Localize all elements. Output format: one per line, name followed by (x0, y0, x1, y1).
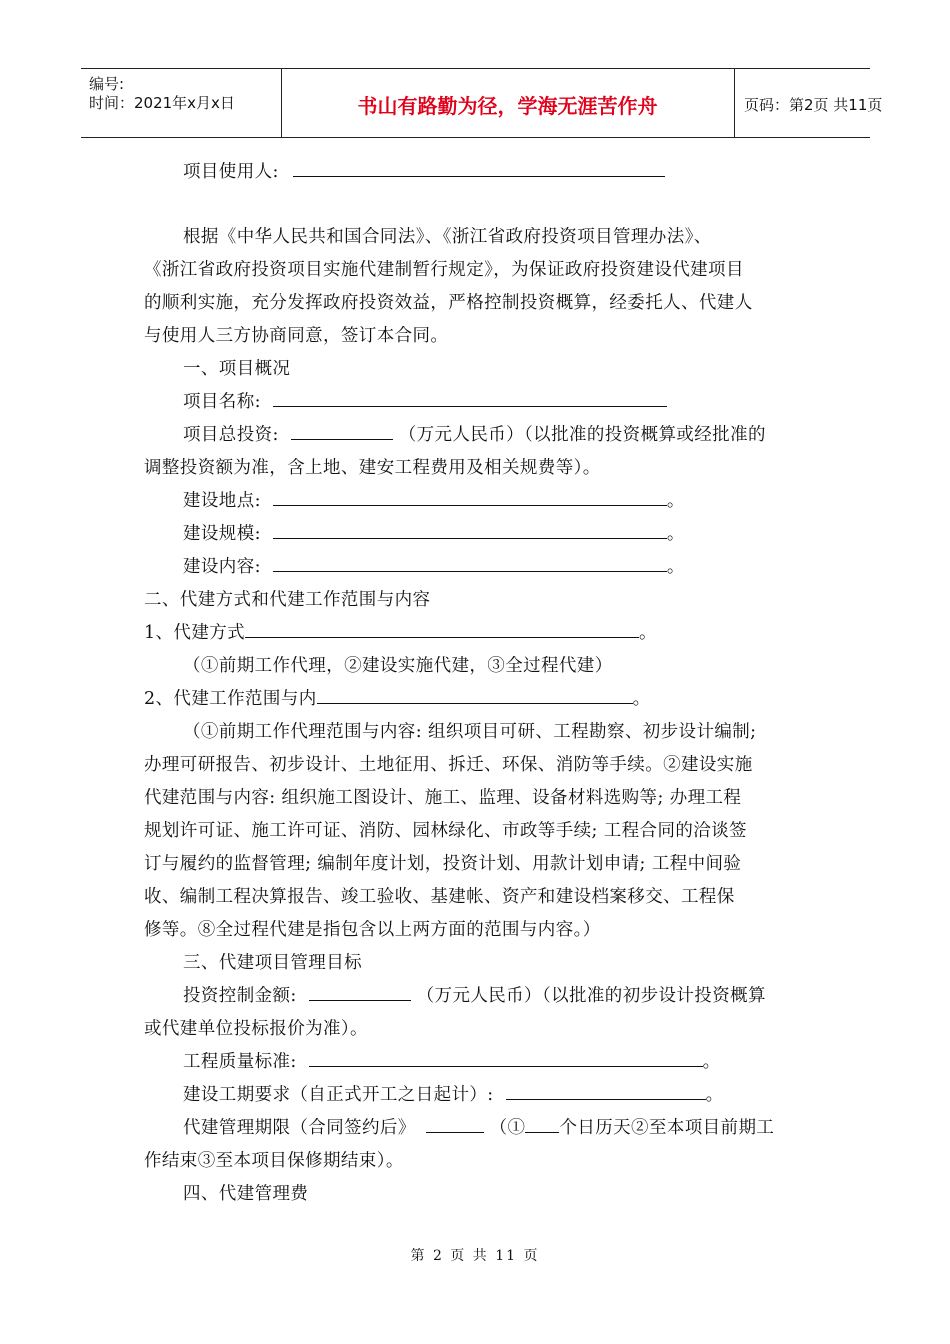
blank-line (291, 423, 393, 440)
line-investment-control (183, 984, 766, 1008)
period-mark: 。 (666, 491, 685, 511)
field-label: 项目总投资: (183, 425, 279, 445)
paragraph-line: 作结束③至本项目保修期结束）。 (144, 1151, 404, 1171)
paragraph-line: 代建范围与内容: 组织施工图设计、施工、监理、设备材料选购等; 办理工程 (144, 788, 742, 808)
header-motto: 书山有路勤为径，学海无涯苦作舟 (357, 94, 658, 118)
field-note: （万元人民币）（以批准的投资概算或经批准的 (398, 425, 766, 445)
blank-line (317, 687, 633, 704)
field-label: 建设内容: (183, 557, 261, 577)
line-project-name (183, 390, 667, 414)
line-agency-scope (144, 687, 651, 711)
field-note: 个日历天②至本项目前期工 (559, 1118, 775, 1138)
paragraph-line: 订与履约的监督管理; 编制年度计划，投资计划、用款计划申请; 工程中间验 (144, 854, 742, 874)
blank-line (426, 1116, 484, 1133)
field-label: 代建管理期限（合同签约后》 (183, 1118, 416, 1138)
section-heading: 二、代建方式和代建工作范围与内容 (144, 590, 431, 610)
field-label: 投资控制金额: (183, 986, 297, 1006)
document-time-label: 时间：2021年x月x日 (89, 94, 235, 112)
header-page-cell (734, 69, 883, 137)
period-mark: 。 (666, 524, 685, 544)
section-heading: 四、代建管理费 (183, 1184, 309, 1204)
project-user-label: 项目使用人: (183, 162, 279, 182)
period-mark: 。 (666, 557, 685, 577)
line-management-period (183, 1116, 774, 1140)
blank-line (273, 555, 667, 572)
blank-line (525, 1116, 559, 1133)
blank-line (293, 160, 665, 177)
paragraph-line: （①前期工作代理范围与内容: 组织项目可研、工程勘察、初步设计编制; (183, 722, 757, 742)
paragraph-line: 根据《中华人民共和国合同法》、《浙江省政府投资项目管理办法》、 (183, 227, 712, 247)
period-mark: 。 (639, 623, 657, 643)
field-label: 项目名称: (183, 392, 261, 412)
period-mark: 。 (632, 689, 651, 709)
paragraph-line: 调整投资额为准，含上地、建安工程费用及相关规费等）。 (144, 458, 601, 478)
field-label: 建设工期要求（自正式开工之日起计）: (183, 1085, 494, 1105)
field-label: 建设地点: (183, 491, 261, 511)
line-project-user (183, 160, 665, 184)
paragraph-line: （①前期工作代理，②建设实施代建，③全过程代建） (183, 656, 613, 676)
blank-line (273, 489, 667, 506)
paragraph-line: 的顺利实施，充分发挥政府投资效益，严格控制投资概算，经委托人、代建人 (144, 293, 753, 313)
section-heading: 一、项目概况 (183, 359, 291, 379)
header-motto-cell (281, 69, 735, 137)
field-label: 建设规模: (183, 524, 261, 544)
section-heading: 三、代建项目管理目标 (183, 953, 362, 973)
line-construction-scale (183, 522, 685, 546)
paragraph-line: 与使用人三方协商同意，签订本合同。 (144, 326, 449, 346)
page-footer: 第 2 页 共 11 页 (410, 1248, 540, 1264)
field-label: 工程质量标准: (183, 1052, 297, 1072)
paragraph-line: 规划许可证、施工许可证、消防、园林绿化、市政等手续; 工程合同的洽谈签 (144, 821, 747, 841)
line-quality-standard (183, 1050, 721, 1074)
paragraph-line: 或代建单位投标报价为准）。 (144, 1019, 368, 1039)
paragraph-line: 修等。⑧全过程代建是指包含以上两方面的范围与内容。） (144, 920, 601, 940)
line-construction-site (183, 489, 685, 513)
document-header (81, 68, 883, 138)
header-meta-cell (81, 69, 282, 137)
line-construction-content (183, 555, 685, 579)
field-label: 1、代建方式 (144, 623, 246, 643)
blank-line (273, 522, 667, 539)
blank-line (273, 390, 667, 407)
blank-line (506, 1083, 706, 1100)
blank-line (309, 984, 411, 1001)
line-construction-period (183, 1083, 723, 1107)
document-number-label: 编号: (89, 75, 125, 93)
field-label: 2、代建工作范围与内 (144, 689, 317, 709)
field-note: （万元人民币）（以批准的初步设计投资概算 (416, 986, 766, 1006)
period-mark: 。 (702, 1052, 721, 1072)
blank-line (309, 1050, 703, 1067)
paragraph-line: 办理可研报告、初步设计、土地征用、拆迁、环保、消防等手续。②建设实施 (144, 755, 753, 775)
blank-line (245, 621, 639, 638)
line-agency-mode (144, 621, 657, 645)
period-mark: 。 (705, 1085, 724, 1105)
header-page-label: 页码：第2页 共11页 (744, 96, 883, 114)
paragraph-line: 收、编制工程决算报告、竣工验收、基建帐、资产和建设档案移交、工程保 (144, 887, 735, 907)
line-total-investment (183, 423, 766, 447)
paragraph-line: 《浙江省政府投资项目实施代建制暂行规定》，为保证政府投资建设代建项目 (144, 260, 744, 280)
field-note: （① (489, 1118, 526, 1138)
